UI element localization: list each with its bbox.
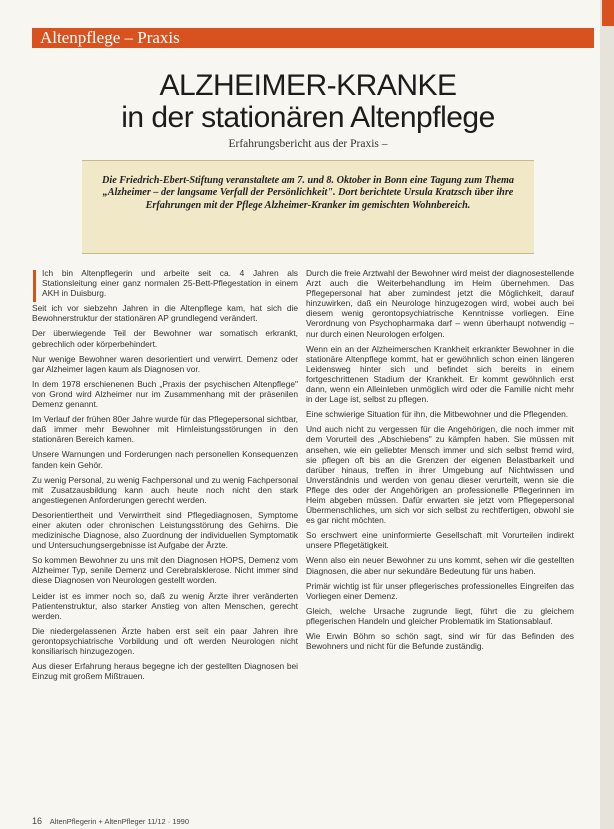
publication-info: AltenPflegerin + AltenPfleger 11/12 · 1990: [49, 817, 190, 826]
paragraph: So erschwert eine uninformierte Gesellschaft mit Vorurteilen indirekt unsere Pflegetätigkeit.: [306, 530, 574, 551]
article-title-line2: in der stationären Altenpflege: [121, 101, 495, 134]
left-column: [32, 268, 298, 686]
page-edge-strip: [600, 0, 614, 829]
paragraph: Die niedergelassenen Ärzte haben erst seit ein paar Jahren ihre gerontopsychiatrische Vorbildung und oft werden Neurologen nicht konsiliarisch hinzugezogen.: [32, 625, 298, 656]
paragraph: So kommen Bewohner zu uns mit den Diagnosen HOPS, Demenz vom Alzheimer Typ, senile Demenz und Cerebralsklerose. Nicht immer sind diese Diagnosen von Neurologen gestellt worden.: [32, 555, 298, 586]
paragraph: Leider ist es immer noch so, daß zu wenig Ärzte ihrer veränderten Patientenstruktur, also starker Anstieg von alten Menschen, gerecht werden.: [32, 590, 298, 621]
paragraph: Eine schwierige Situation für ihn, die Mitbewohner und die Pflegenden.: [306, 409, 569, 420]
article-title-line1: ALZHEIMER-KRANKE: [159, 69, 457, 102]
paragraph: Zu wenig Personal, zu wenig Fachpersonal und zu wenig Fachpersonal mit Zusatzausbildung kann auch heute noch nicht den stark angestiegenen Anforderungen gerecht werden.: [32, 474, 298, 505]
paragraph: Durch die freie Arztwahl der Bewohner wird meist der diagnosestellende Arzt auch die Weiterbehandlung im Heim übernehmen. Das Pflegepersonal hat aber zumindest jetzt die Möglichkeit, darauf hinzuwirken, daß ein Neurologe hinzugezogen wird, wobei auch bei diesem wenig gerontopsychiatrische Kenntnisse vorliegen. Eine Verordnung von Psychopharmaka darf – wenn überhaupt notwendig – nur durch einen Neurologen erfolgen.: [306, 268, 574, 339]
page-footer: [32, 816, 189, 826]
section-header-title: Altenpflege – Praxis: [40, 28, 180, 47]
paragraph: Im Verlauf der frühen 80er Jahre wurde für das Pflegepersonal sichtbar, daß immer mehr Bewohner mit Hirnleistungsstörungen in den stationären Bereich kamen.: [32, 414, 298, 445]
paragraph: Nur wenige Bewohner waren desorientiert und verwirrt. Demenz oder gar Alzheimer lagen kaum als Diagnosen vor.: [32, 353, 298, 374]
article-subtitle: Erfahrungsbericht aus der Praxis –: [228, 138, 388, 150]
paragraph: In dem 1978 erschienenen Buch „Praxis der psychischen Altenpflege" von Grond wird Alzheimer nur im Zusammenhang mit der präsenilen Demenz genannt.: [32, 378, 298, 410]
page-edge-tab: [602, 0, 614, 26]
intro-text: Die Friedrich-Ebert-Stiftung veranstaltete am 7. und 8. Oktober in Bonn eine Tagung zum Thema „Alzheimer – der langsame Verfall der Persönlichkeit". Dort berichtete Ursula Kratzsch über ihre Erfahrungen mit der Pflege Alzheimer-Kranker im gemischten Wohnbereich.: [102, 175, 514, 211]
paragraph: Primär wichtig ist für unser pflegerisches professionelles Eingreifen das Vorliegen einer Demenz.: [306, 580, 574, 601]
paragraph: Desorientiertheit und Verwirrtheit sind Pflegediagnosen, Symptome einer akuten oder chronischen Leistungsstörung des Gehirns. Die medizinische Diagnose, also Zuordnung der individuellen Symptomatik und Untersuchungsergebnisse ist Aufgabe der Ärzte.: [32, 509, 298, 551]
paragraph: Unsere Warnungen und Forderungen nach personellen Konsequenzen fanden kein Gehör.: [32, 449, 298, 470]
paragraph: Und auch nicht zu vergessen für die Angehörigen, die noch immer mit dem Vorurteil des „Abschiebens" zu kämpfen haben. Sie müssen mit ansehen, wie ein geliebter Mensch immer und sich selbst fremd wird, sie pflegen oft bis an die Grenzen der eigenen Belastbarkeit und darüber hinaus, treffen in ihrer Umgebung auf Nichtwissen und Unverständnis und werden von genau dieser verurteilt, wenn sie die Pflege des oder der Angehörigen an professionelle Pflegerinnen im Heim abgeben müssen. Dafür erwarten sie jetzt vom Pflegepersonal Übermenschliches, um sich vor sich selbst zu rechtfertigen, obwohl sie es gar nicht möchten.: [306, 424, 574, 526]
paragraph: Wie Erwin Böhm so schön sagt, sind wir für das Befinden des Bewohners und nicht für die Befunde zuständig.: [306, 631, 574, 652]
paragraph: Gleich, welche Ursache zugrunde liegt, führt die zu gleichem pflegerischen Handeln und gleicher Problematik im Stationsablauf.: [306, 605, 574, 626]
paragraph: Wenn also ein neuer Bewohner zu uns kommt, sehen wir die gestellten Diagnosen, die aber nur sekundäre Bedeutung für uns haben.: [306, 555, 574, 576]
paragraph: Seit ich vor siebzehn Jahren in die Altenpflege kam, hat sich die Bewohnerstruktur der stationären AP grundlegend verändert.: [32, 303, 298, 324]
page-number: 16: [32, 816, 43, 826]
right-column: [306, 268, 574, 656]
intro-box: [82, 160, 534, 254]
section-header-bar: [32, 28, 594, 48]
paragraph: Wenn ein an der Alzheimerschen Krankheit erkrankter Bewohner in die stationäre Altenpflege kommt, hat er gewöhnlich schon einen längeren Leidensweg hinter sich und befindet sich bereits in einem fortgeschrittenen Stadium der Krankheit. Er kommt gewöhnlich erst dann, wenn ein Alleinleben unmöglich wird oder die Familie nicht mehr in der Lage ist, selbst zu pflegen.: [306, 343, 574, 405]
paragraph: Der überwiegende Teil der Bewohner war somatisch erkrankt, gebrechlich oder körperbehindert.: [32, 328, 298, 349]
paragraph: Aus dieser Erfahrung heraus begegne ich der gestellten Diagnosen bei Einzug mit großem Mißtrauen.: [32, 661, 298, 682]
paragraph: Ich bin Altenpflegerin und arbeite seit ca. 4 Jahren als Stationsleitung einer ganz normalen 25-Bett-Pflegestation in einem AKH in Duisburg.: [42, 268, 298, 299]
